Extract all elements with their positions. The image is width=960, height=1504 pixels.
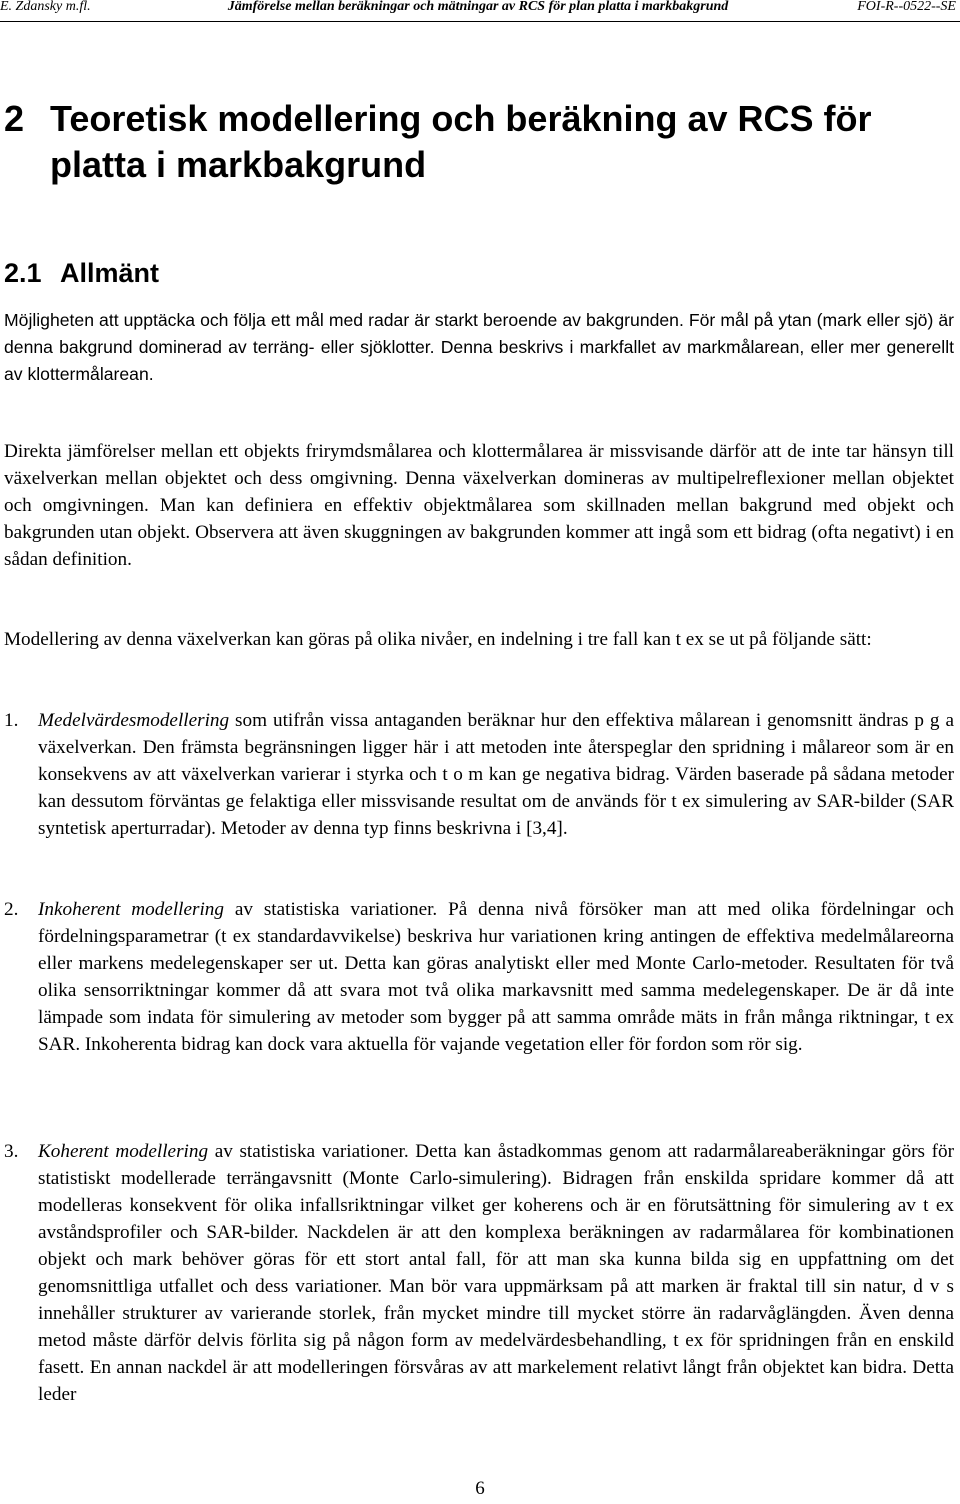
section-heading [4, 256, 159, 290]
chapter-number: 2 [4, 98, 25, 139]
list-item-term: Koherent modellering [38, 1141, 209, 1162]
chapter-heading [4, 96, 954, 188]
list-item-term: Inkoherent modellering [38, 899, 224, 920]
list-item [4, 1138, 954, 1408]
chapter-title: Teoretisk modellering och beräkning av RCS för platta i markbakgrund [50, 98, 872, 185]
list-item-text: som utifrån vissa antaganden beräknar hur den effektiva målarean i genomsnitt ändras p g a växelverkan. Den främsta begränsningen ligger här i att metoden inte återspeglar den spridning i målareor som är en konsekvens av att växelverkan varierar i styrka och t o m kan ge negativa bidrag. Värden baserade på sådana metoder kan dessutom förväntas ge felaktiga eller missvisande resultat om de används för t ex simulering av SAR-bilder (SAR syntetisk aperturradar). Metoder av denna typ finns beskrivna i [3,4]. [38, 710, 954, 839]
paragraph: Modellering av denna växelverkan kan göras på olika nivåer, en indelning i tre fall kan t ex se ut på följande sätt: [4, 629, 872, 650]
paragraph-modelling [4, 626, 954, 653]
header-report-id: FOI-R--0522--SE [857, 0, 956, 14]
list-item-text: av statistiska variationer. Detta kan åstadkommas genom att radarmålareaberäkningar görs för statistiskt modellerade terrängavsnitt (Monte Carlo-simulering). Bidragen från enskilda spridare kommer då att modelleras konsekvent för olika infallsriktningar vilket ger koherens och är en förutsättning för simulering av t ex avståndsprofiler och SAR-bilder. Nackdelen är att den komplexa beräkningen av radarmålarea för kombinationen objekt och mark behöver göras för ett stort antal fall, för att man ska kunna bilda sig en uppfattning om det genomsnittliga utfallet och dess variationer. Man bör vara uppmärksam på att marken är fraktal till sin natur, d v s innehåller strukturer av varierande storlek, från mycket mindre till mycket större än radarvåglängden. Även denna metod måste därför delvis förlita sig på någon form av medelvärdesbehandling, t ex för spridningen från en enskild fasett. En annan nackdel är att modelleringen försvåras av att markelement relativt långt från objektet kan bidra. Detta leder [38, 1141, 954, 1405]
page-number: 6 [475, 1478, 485, 1499]
header-rule [0, 21, 960, 22]
paragraph-intro [4, 307, 954, 388]
paragraph-comparison [4, 438, 954, 573]
list-item-number: 2. [4, 899, 19, 920]
list-item-number: 1. [4, 710, 19, 731]
list-item-term: Medelvärdesmodellering [38, 710, 230, 731]
list-item-content [38, 896, 954, 1058]
section-number: 2.1 [4, 258, 42, 288]
paragraph: Möjligheten att upptäcka och följa ett mål med radar är starkt beroende av bakgrunden. För mål på ytan (mark eller sjö) är denna bakgrund dominerad av terräng- eller sjöklotter. Denna beskrivs i markfallet av markmålarean, eller mer generellt av klottermålarean. [4, 310, 954, 384]
list-item-content [38, 707, 954, 842]
header-title: Jämförelse mellan beräkningar och mätningar av RCS för plan platta i markbakgrund [227, 0, 729, 14]
list-item [4, 896, 954, 1058]
list-item [4, 707, 954, 842]
running-header [0, 0, 960, 20]
list-item-number: 3. [4, 1141, 19, 1162]
list-item-content [38, 1138, 954, 1408]
paragraph: Direkta jämförelser mellan ett objekts frirymdsmålarea och klottermålarea är missvisande därför att de inte tar hänsyn till växelverkan mellan objektet och dess omgivning. Denna växelverkan domineras av multipelreflexioner mellan objektet och omgivningen. Man kan definiera en effektiv objektmålarea som skillnaden mellan bakgrund med objekt och bakgrunden utan objekt. Observera att även skuggningen av bakgrunden kommer att ingå som ett bidrag (ofta negativt) i en sådan definition. [4, 441, 954, 570]
header-authors: E. Zdansky m.fl. [0, 0, 91, 14]
list-item-text: av statistiska variationer. På denna nivå försöker man att med olika fördelningar och fördelningsparametrar (t ex standardavvikelse) beskriva hur variationen kring antingen de effektiva medelmålareorna eller markens medelegenskaper ser ut. Detta kan göras analytiskt eller med Monte Carlo-metoder. Resultaten för två olika sensorriktningar kommer då att svara mot två olika markavsnitt med samma medelegenskaper. De är då inte lämpade som indata för simulering av metoder som bygger på att samma område mäts in från många riktningar, t ex SAR. Inkoherenta bidrag kan dock vara aktuella för vajande vegetation eller för fordon som rör sig. [38, 899, 954, 1055]
section-title: Allmänt [60, 258, 160, 288]
